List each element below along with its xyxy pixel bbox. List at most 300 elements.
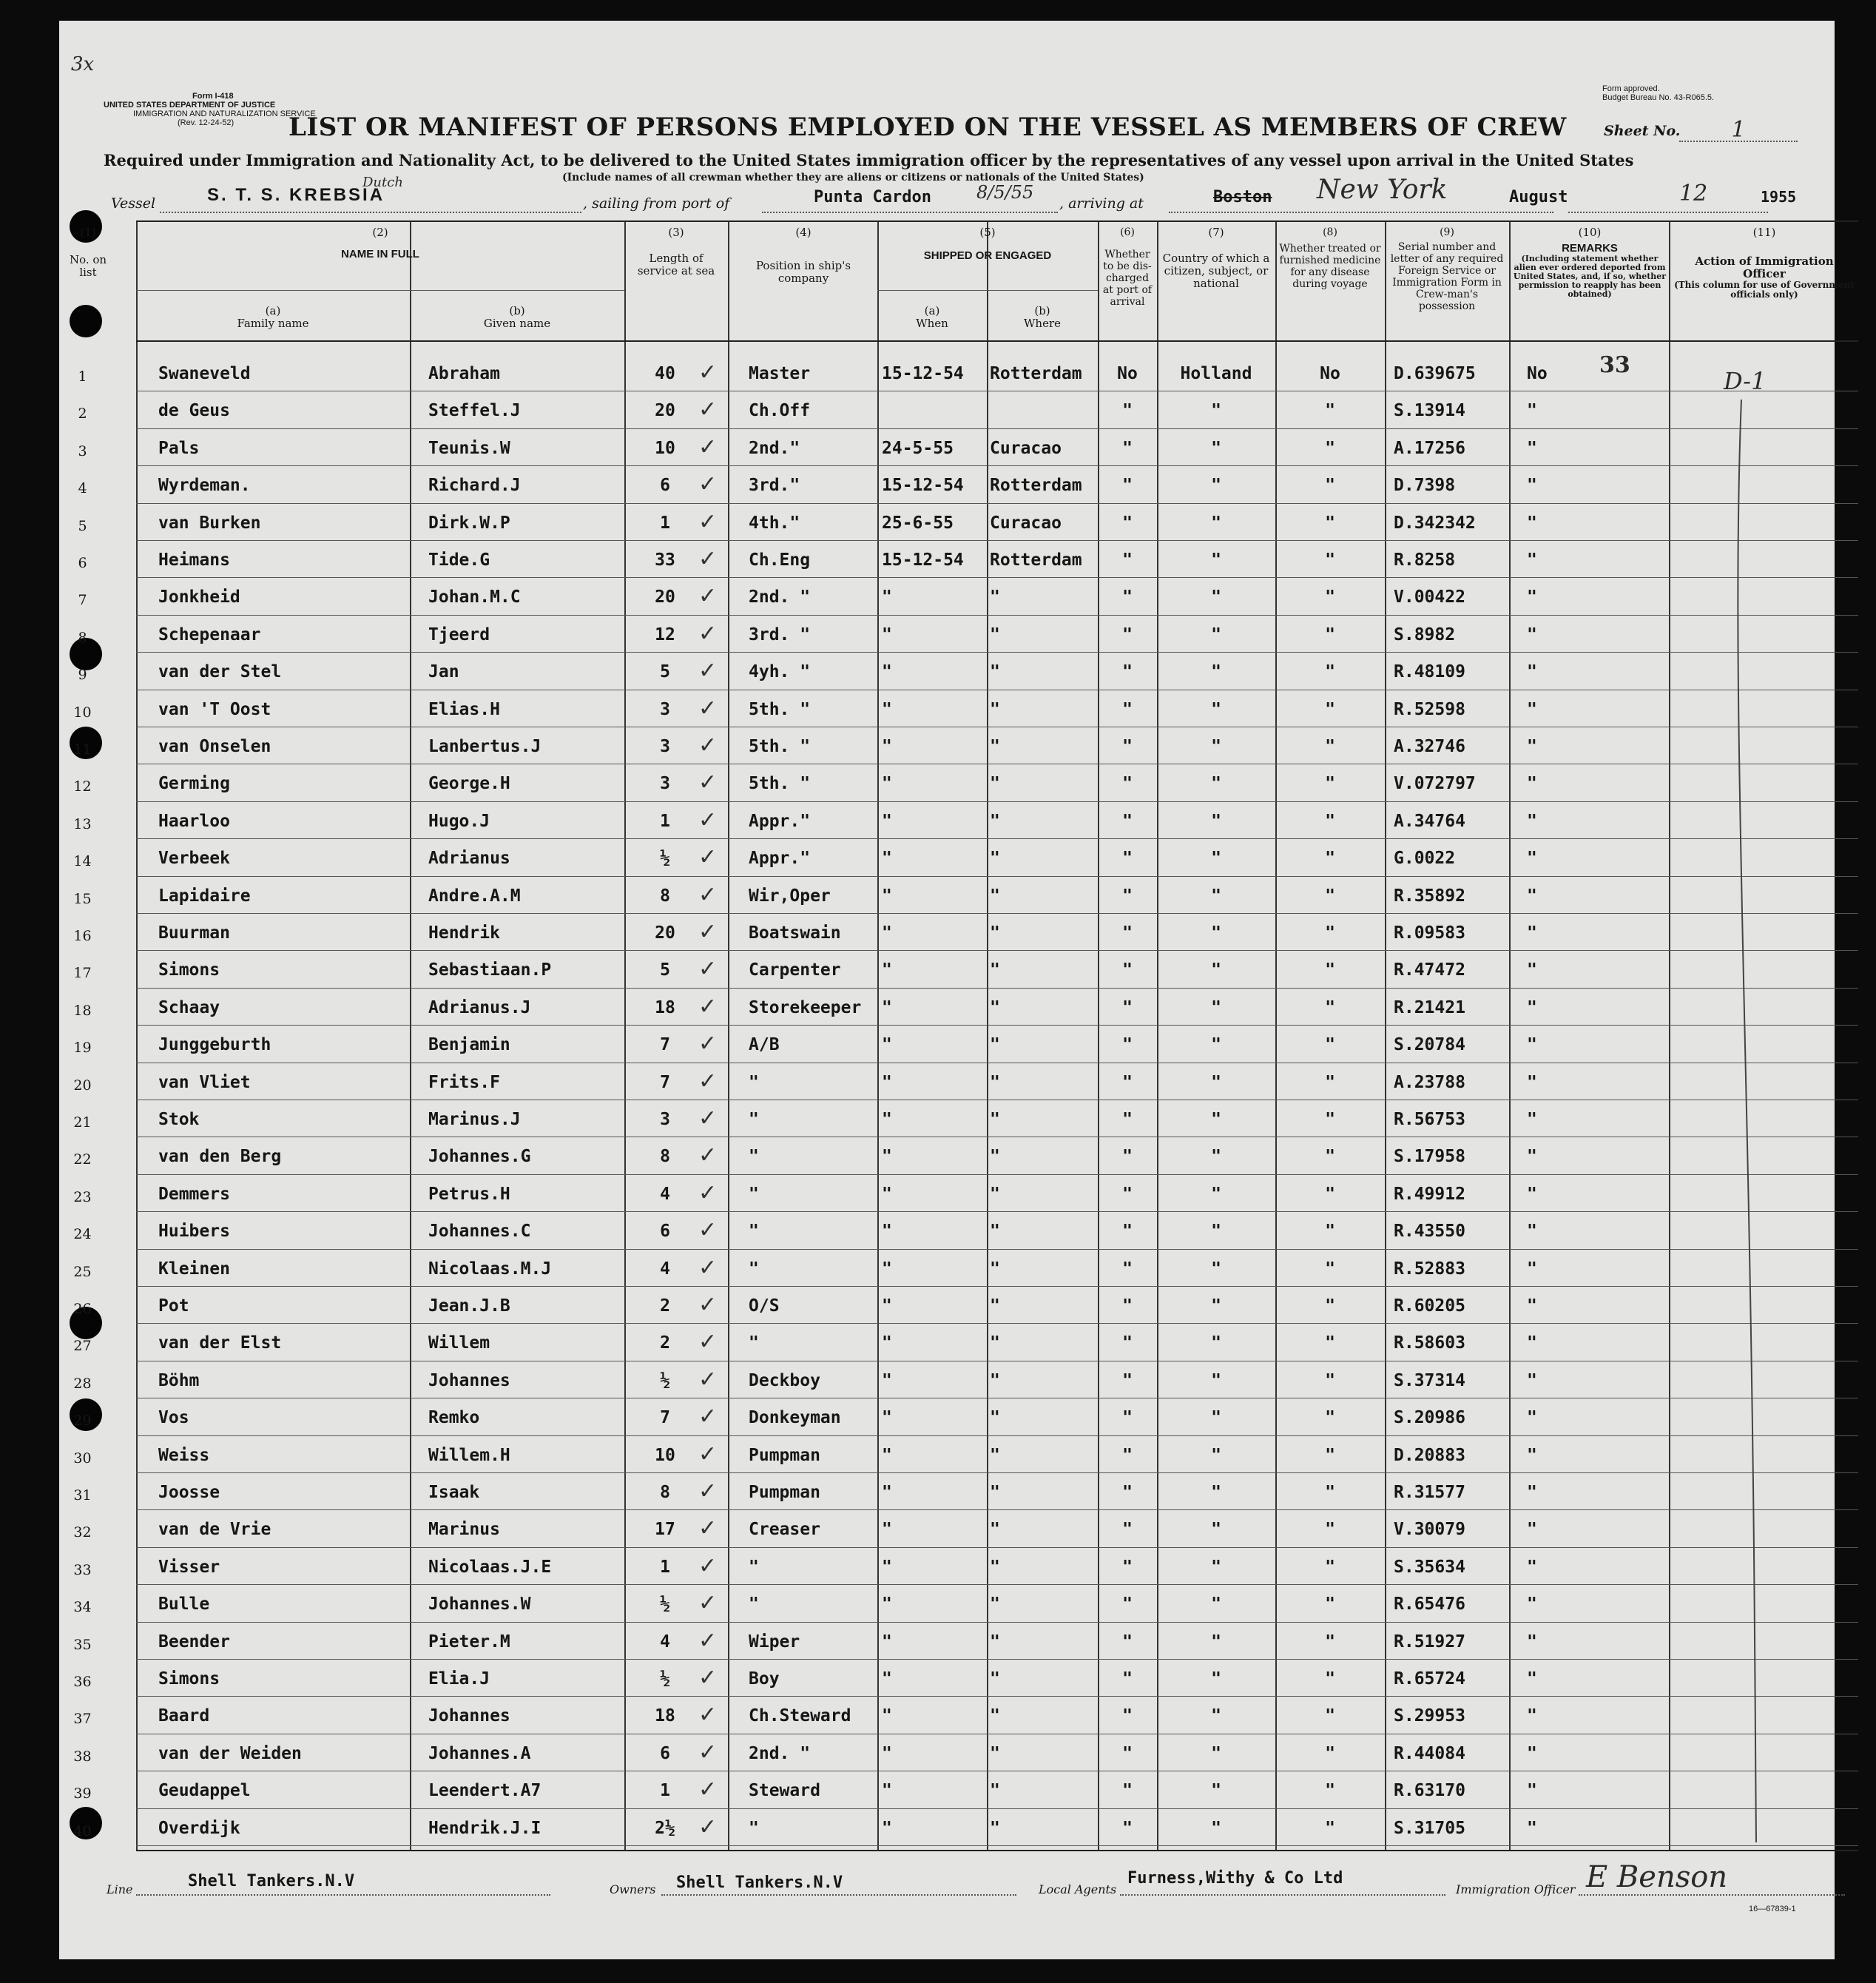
col-remarks-header: (10) REMARKS (Including statement whether alien ever ordered deported from United States, and, if so, whether permission to reapply has been obtained) [1513, 226, 1667, 299]
table-row [73, 765, 1858, 802]
shipped-when-cell: " [882, 662, 892, 682]
remarks-cell: " [1527, 737, 1537, 756]
agents-label: Local Agents [1039, 1882, 1117, 1896]
family-name-cell: Buurman [158, 923, 230, 943]
length-cell: 8 [660, 886, 670, 906]
given-name-cell: Johannes [428, 1706, 510, 1726]
row-number: 17 [73, 965, 92, 982]
family-name-cell: Joosse [158, 1483, 220, 1502]
discharged-cell: " [1122, 662, 1133, 682]
departure-port: Punta Cardon [814, 188, 931, 206]
date-field [1568, 182, 1768, 213]
row-number: 24 [73, 1226, 92, 1243]
shipped-where-cell: " [990, 1595, 1000, 1615]
country-cell: " [1211, 1035, 1221, 1055]
given-name-cell: Steffel.J [428, 401, 521, 421]
arrival-port-typed: Boston [1213, 188, 1272, 206]
country-cell: " [1211, 849, 1221, 869]
position-cell: Ch.Eng [749, 551, 811, 570]
remarks-cell: " [1527, 513, 1537, 533]
position-cell: 5th. " [749, 737, 811, 756]
treated-cell: " [1325, 476, 1335, 496]
given-name-cell: Marinus [428, 1520, 500, 1540]
form-code: 16—67839-1 [1749, 1905, 1796, 1913]
remarks-cell: " [1527, 1035, 1537, 1055]
country-cell: " [1211, 1259, 1221, 1279]
country-cell: " [1211, 1669, 1221, 1689]
discharged-cell: " [1122, 1669, 1133, 1689]
given-name-cell: Frits.F [428, 1072, 500, 1092]
length-cell: 20 [655, 923, 675, 943]
row-number: 18 [73, 1002, 92, 1019]
check-mark-icon: ✓ [698, 583, 718, 610]
serial-cell: V.30079 [1394, 1520, 1465, 1540]
table-row [73, 1697, 1858, 1734]
check-mark-icon: ✓ [698, 1702, 718, 1728]
country-cell: " [1211, 476, 1221, 496]
length-cell: 18 [655, 997, 675, 1017]
discharged-cell: " [1122, 1259, 1133, 1279]
country-cell: " [1211, 1408, 1221, 1428]
row-divider [136, 465, 1858, 466]
check-mark-icon: ✓ [698, 1404, 718, 1430]
discharged-cell: " [1122, 624, 1133, 644]
row-divider [136, 1845, 1858, 1846]
table-row [73, 1623, 1858, 1660]
treated-cell: " [1325, 1781, 1335, 1801]
shipped-when-cell: " [882, 1445, 892, 1465]
discharged-cell: " [1122, 1595, 1133, 1615]
shipped-when-cell: " [882, 699, 892, 719]
shipped-where-cell: " [990, 849, 1000, 869]
remarks-cell: " [1527, 1147, 1537, 1167]
discharged-cell: " [1122, 1110, 1133, 1129]
given-name-cell: Hugo.J [428, 811, 490, 831]
remarks-cell: " [1527, 1445, 1537, 1465]
serial-cell: S.20986 [1394, 1408, 1465, 1428]
table-row [73, 989, 1858, 1026]
position-cell: Pumpman [749, 1445, 820, 1465]
serial-cell: A.32746 [1394, 737, 1465, 756]
serial-cell: R.51927 [1394, 1632, 1465, 1652]
family-name-cell: Baard [158, 1706, 210, 1726]
country-cell: " [1211, 997, 1221, 1017]
table-row [78, 505, 1858, 542]
check-mark-icon: ✓ [698, 397, 718, 423]
remarks-cell: " [1527, 811, 1537, 831]
check-mark-icon: ✓ [698, 1105, 718, 1131]
family-name-cell: Pals [158, 438, 200, 458]
shipped-when-cell: " [882, 1781, 892, 1801]
check-mark-icon: ✓ [698, 919, 718, 945]
length-cell: 3 [660, 737, 670, 756]
treated-cell: " [1325, 1035, 1335, 1055]
check-mark-icon: ✓ [698, 956, 718, 983]
shipped-when-cell: " [882, 774, 892, 794]
check-mark-icon: ✓ [698, 733, 718, 758]
remarks-cell: " [1527, 886, 1537, 906]
col-action-header: (11) Action of Immigration Officer (This column for use of Government officials only) [1674, 226, 1855, 300]
family-name-cell: van Vliet [158, 1072, 251, 1092]
row-divider [136, 540, 1858, 541]
shipped-when-cell: " [882, 997, 892, 1017]
remarks-cell: " [1527, 476, 1537, 496]
sailing-date: 8/5/55 [976, 182, 1034, 203]
given-name-cell: Leendert.A7 [428, 1781, 541, 1801]
serial-cell: R.52883 [1394, 1259, 1465, 1279]
treated-cell: " [1325, 551, 1335, 570]
country-cell: " [1211, 1110, 1221, 1129]
shipped-where-cell: " [990, 960, 1000, 980]
given-name-cell: Jan [428, 662, 459, 682]
shipped-where-cell: " [990, 662, 1000, 682]
country-cell: " [1211, 923, 1221, 943]
given-name-cell: Willem [428, 1333, 490, 1353]
remarks-cell: " [1527, 1110, 1537, 1129]
treated-cell: " [1325, 737, 1335, 756]
family-name-cell: Junggeburth [158, 1035, 271, 1055]
serial-cell: R.60205 [1394, 1296, 1465, 1316]
treated-cell: " [1325, 401, 1335, 421]
discharged-cell: " [1122, 1483, 1133, 1502]
arrival-year: 1955 [1761, 188, 1797, 206]
remarks-cell: " [1527, 1781, 1537, 1801]
vessel-label: Vessel [111, 195, 156, 212]
serial-cell: V.00422 [1394, 588, 1465, 607]
row-number: 5 [78, 517, 87, 534]
shipped-when-cell: 15-12-54 [882, 364, 964, 383]
sheet-number-field [1679, 117, 1798, 142]
row-number: 10 [73, 704, 92, 721]
remarks-cell: " [1527, 997, 1537, 1017]
shipped-where-cell: " [990, 737, 1000, 756]
discharged-cell: " [1122, 699, 1133, 719]
given-name-cell: Richard.J [428, 476, 521, 496]
serial-cell: R.49912 [1394, 1184, 1465, 1204]
row-divider [136, 1472, 1858, 1473]
shipped-when-cell: " [882, 1035, 892, 1055]
remarks-cell: " [1527, 1222, 1537, 1242]
col-when-header: (a) When [916, 304, 948, 330]
shipped-when-cell: " [882, 1743, 892, 1763]
row-divider [136, 1174, 1858, 1175]
serial-cell: R.09583 [1394, 923, 1465, 943]
family-name-cell: Swaneveld [158, 364, 251, 383]
treated-cell: " [1325, 699, 1335, 719]
check-mark-icon: ✓ [698, 1142, 718, 1169]
table-row [78, 653, 1858, 690]
table-row [73, 691, 1858, 728]
position-cell: Wir,Oper [749, 886, 831, 906]
table-row [73, 1026, 1858, 1063]
discharged-cell: " [1122, 1184, 1133, 1204]
discharged-cell: " [1122, 997, 1133, 1017]
row-number: 33 [73, 1561, 92, 1578]
table-row [78, 616, 1858, 653]
shipped-where-cell: " [990, 1706, 1000, 1726]
family-name-cell: Pot [158, 1296, 189, 1316]
family-name-cell: Verbeek [158, 849, 230, 869]
shipped-where-cell: " [990, 1781, 1000, 1801]
include-statement: (Include names of all crewman whether they are aliens or citizens or nationals of the United States) [562, 172, 1144, 184]
shipped-when-cell: " [882, 849, 892, 869]
discharged-cell: " [1122, 811, 1133, 831]
discharged-cell: " [1122, 1445, 1133, 1465]
family-name-cell: van der Weiden [158, 1743, 302, 1763]
remarks-cell: " [1527, 1184, 1537, 1204]
row-divider [136, 1509, 1858, 1510]
owners-label: Owners [610, 1882, 656, 1896]
shipped-when-cell: " [882, 624, 892, 644]
length-cell: 2½ [655, 1818, 675, 1838]
col-shipped-header: (5) SHIPPED OR ENGAGED [923, 226, 1052, 262]
arrival-day: 12 [1679, 181, 1708, 206]
given-name-cell: Elia.J [428, 1669, 490, 1689]
discharged-cell: " [1122, 1706, 1133, 1726]
shipped-where-cell: " [990, 774, 1000, 794]
serial-cell: R.21421 [1394, 997, 1465, 1017]
remarks-cell: " [1527, 1408, 1537, 1428]
table-row [73, 1586, 1858, 1623]
row-divider [136, 577, 1858, 578]
row-divider [136, 913, 1858, 914]
country-cell: " [1211, 1557, 1221, 1577]
country-cell: " [1211, 811, 1221, 831]
treated-cell: " [1325, 438, 1335, 458]
shipped-where-cell: Curacao [990, 438, 1062, 458]
serial-cell: A.17256 [1394, 438, 1465, 458]
country-cell: " [1211, 1818, 1221, 1838]
treated-cell: " [1325, 1706, 1335, 1726]
length-cell: 4 [660, 1184, 670, 1204]
shipped-when-cell: " [882, 1296, 892, 1316]
sheet-label: Sheet No. [1604, 123, 1681, 139]
position-cell: O/S [749, 1296, 780, 1316]
shipped-where-cell: " [990, 1632, 1000, 1652]
shipped-where-cell: " [990, 923, 1000, 943]
serial-cell: R.56753 [1394, 1110, 1465, 1129]
row-number: 34 [73, 1599, 92, 1616]
given-name-cell: Johan.M.C [428, 588, 521, 607]
check-mark-icon: ✓ [698, 1179, 718, 1206]
length-cell: 7 [660, 1408, 670, 1428]
length-cell: 7 [660, 1035, 670, 1055]
country-cell: " [1211, 401, 1221, 421]
row-number: 25 [73, 1263, 92, 1280]
row-number: 40 [73, 1822, 92, 1839]
page-title: LIST OR MANIFEST OF PERSONS EMPLOYED ON THE VESSEL AS MEMBERS OF CREW [289, 112, 1567, 142]
position-cell: 2nd. " [749, 1743, 811, 1763]
check-mark-icon: ✓ [698, 434, 718, 460]
serial-cell: A.34764 [1394, 811, 1465, 831]
treated-cell: " [1325, 624, 1335, 644]
table-row [73, 1138, 1858, 1175]
country-cell: " [1211, 662, 1221, 682]
remarks-cell: " [1527, 1520, 1537, 1540]
position-cell: 3rd." [749, 476, 800, 496]
shipped-when-cell: " [882, 1147, 892, 1167]
shipped-when-cell: " [882, 1259, 892, 1279]
family-name-cell: Bulle [158, 1595, 210, 1615]
given-name-cell: Jean.J.B [428, 1296, 510, 1316]
serial-cell: D.7398 [1394, 476, 1456, 496]
treated-cell: " [1325, 513, 1335, 533]
length-cell: 7 [660, 1072, 670, 1092]
position-cell: Ch.Off [749, 401, 811, 421]
length-cell: 5 [660, 960, 670, 980]
length-cell: 10 [655, 438, 675, 458]
position-cell: 2nd. " [749, 588, 811, 607]
position-cell: A/B [749, 1035, 780, 1055]
shipped-where-cell: " [990, 1669, 1000, 1689]
position-cell: Wiper [749, 1632, 800, 1652]
table-row [73, 1660, 1858, 1697]
family-name-cell: Jonkheid [158, 588, 240, 607]
shipped-where-cell: Rotterdam [990, 551, 1082, 570]
country-cell: " [1211, 1147, 1221, 1167]
serial-cell: D.342342 [1394, 513, 1476, 533]
table-row [73, 1064, 1858, 1101]
position-cell: " [749, 1333, 759, 1353]
length-cell: 10 [655, 1445, 675, 1465]
check-mark-icon: ✓ [698, 658, 718, 684]
country-cell: Holland [1180, 364, 1252, 383]
treated-cell: " [1325, 1147, 1335, 1167]
check-mark-icon: ✓ [698, 807, 718, 833]
given-name-cell: Lanbertus.J [428, 737, 541, 756]
remarks-cell: " [1527, 1259, 1537, 1279]
discharged-cell: " [1122, 513, 1133, 533]
serial-cell: S.37314 [1394, 1370, 1465, 1390]
table-row [73, 878, 1858, 915]
vessel-name: S. T. S. KREBSIA [207, 185, 385, 205]
country-cell: " [1211, 1072, 1221, 1092]
required-statement: Required under Immigration and Nationality Act, to be delivered to the United States immigration officer by the representatives of any vessel upon arrival in the United States [104, 151, 1634, 169]
line-value: Shell Tankers.N.V [188, 1872, 355, 1891]
check-mark-icon: ✓ [698, 360, 718, 386]
table-row [73, 1772, 1858, 1809]
shipped-where-cell: " [990, 1483, 1000, 1502]
length-cell: 1 [660, 1781, 670, 1801]
check-mark-icon: ✓ [698, 1627, 718, 1654]
row-divider [136, 1547, 1858, 1548]
country-cell: " [1211, 886, 1221, 906]
table-row [73, 1474, 1858, 1511]
discharged-cell: " [1122, 1408, 1133, 1428]
sheet-number: 1 [1731, 117, 1746, 143]
treated-cell: " [1325, 1333, 1335, 1353]
family-name-cell: Böhm [158, 1370, 200, 1390]
serial-cell: R.47472 [1394, 960, 1465, 980]
table-row [78, 392, 1858, 429]
check-mark-icon: ✓ [698, 770, 718, 796]
length-cell: 6 [660, 1222, 670, 1242]
length-cell: 4 [660, 1259, 670, 1279]
length-cell: ½ [660, 1370, 670, 1390]
country-cell: " [1211, 513, 1221, 533]
family-name-cell: Visser [158, 1557, 220, 1577]
treated-cell: " [1325, 811, 1335, 831]
length-cell: 3 [660, 774, 670, 794]
country-cell: " [1211, 1743, 1221, 1763]
country-cell: " [1211, 1706, 1221, 1726]
shipped-when-cell: " [882, 1818, 892, 1838]
given-name-cell: Hendrik.J.I [428, 1818, 541, 1838]
length-cell: 6 [660, 476, 670, 496]
treated-cell: " [1325, 1110, 1335, 1129]
check-mark-icon: ✓ [698, 546, 718, 572]
treated-cell: " [1325, 662, 1335, 682]
discharged-cell: " [1122, 476, 1133, 496]
check-mark-icon: ✓ [698, 695, 718, 721]
remarks-cell: " [1527, 1595, 1537, 1615]
row-number: 19 [73, 1040, 92, 1057]
table-row [78, 467, 1858, 504]
shipped-where-cell: " [990, 886, 1000, 906]
arrival-port-handwritten: New York [1317, 175, 1448, 205]
family-name-cell: Stok [158, 1110, 200, 1129]
serial-cell: S.17958 [1394, 1147, 1465, 1167]
country-cell: " [1211, 1445, 1221, 1465]
row-divider [136, 1696, 1858, 1697]
family-name-cell: Geudappel [158, 1781, 251, 1801]
treated-cell: " [1325, 886, 1335, 906]
length-cell: 18 [655, 1706, 675, 1726]
shipped-where-cell: " [990, 1557, 1000, 1577]
row-divider [136, 503, 1858, 504]
serial-cell: R.63170 [1394, 1781, 1465, 1801]
given-name-cell: Adrianus [428, 849, 510, 869]
discharged-cell: " [1122, 1333, 1133, 1353]
row-divider [136, 1211, 1858, 1212]
remarks-cell: " [1527, 774, 1537, 794]
given-name-cell: Remko [428, 1408, 480, 1428]
table-row [73, 1213, 1858, 1250]
length-cell: 3 [660, 699, 670, 719]
family-name-cell: Lapidaire [158, 886, 251, 906]
row-number: 7 [78, 592, 87, 609]
discharged-cell: " [1122, 1557, 1133, 1577]
shipped-where-cell: " [990, 1408, 1000, 1428]
country-cell: " [1211, 699, 1221, 719]
shipped-when-cell: " [882, 1072, 892, 1092]
shipped-when-cell: 24-5-55 [882, 438, 954, 458]
family-name-cell: Huibers [158, 1222, 230, 1242]
remarks-cell: " [1527, 1706, 1537, 1726]
serial-cell: S.31705 [1394, 1818, 1465, 1838]
margin-note: 3x [71, 53, 95, 75]
position-cell: " [749, 1222, 759, 1242]
given-name-cell: Marinus.J [428, 1110, 521, 1129]
col-country-header: (7) Country of which a citizen, subject, or national [1162, 226, 1270, 290]
check-mark-icon: ✓ [698, 1217, 718, 1244]
row-number: 4 [78, 480, 87, 497]
position-cell: Master [749, 364, 811, 383]
arrival-month: August [1509, 188, 1568, 206]
row-number: 14 [73, 853, 92, 870]
position-cell: Creaser [749, 1520, 820, 1540]
length-cell: ½ [660, 849, 670, 869]
officer-mark: D-1 [1724, 367, 1767, 395]
row-number: 22 [73, 1151, 92, 1168]
position-cell: 4th." [749, 513, 800, 533]
form-revision: (Rev. 12-24-52) [178, 118, 234, 127]
check-mark-icon: ✓ [698, 1366, 718, 1393]
treated-cell: " [1325, 1557, 1335, 1577]
check-mark-icon: ✓ [698, 1441, 718, 1467]
position-cell: " [749, 1259, 759, 1279]
remarks-cell: " [1527, 1632, 1537, 1652]
